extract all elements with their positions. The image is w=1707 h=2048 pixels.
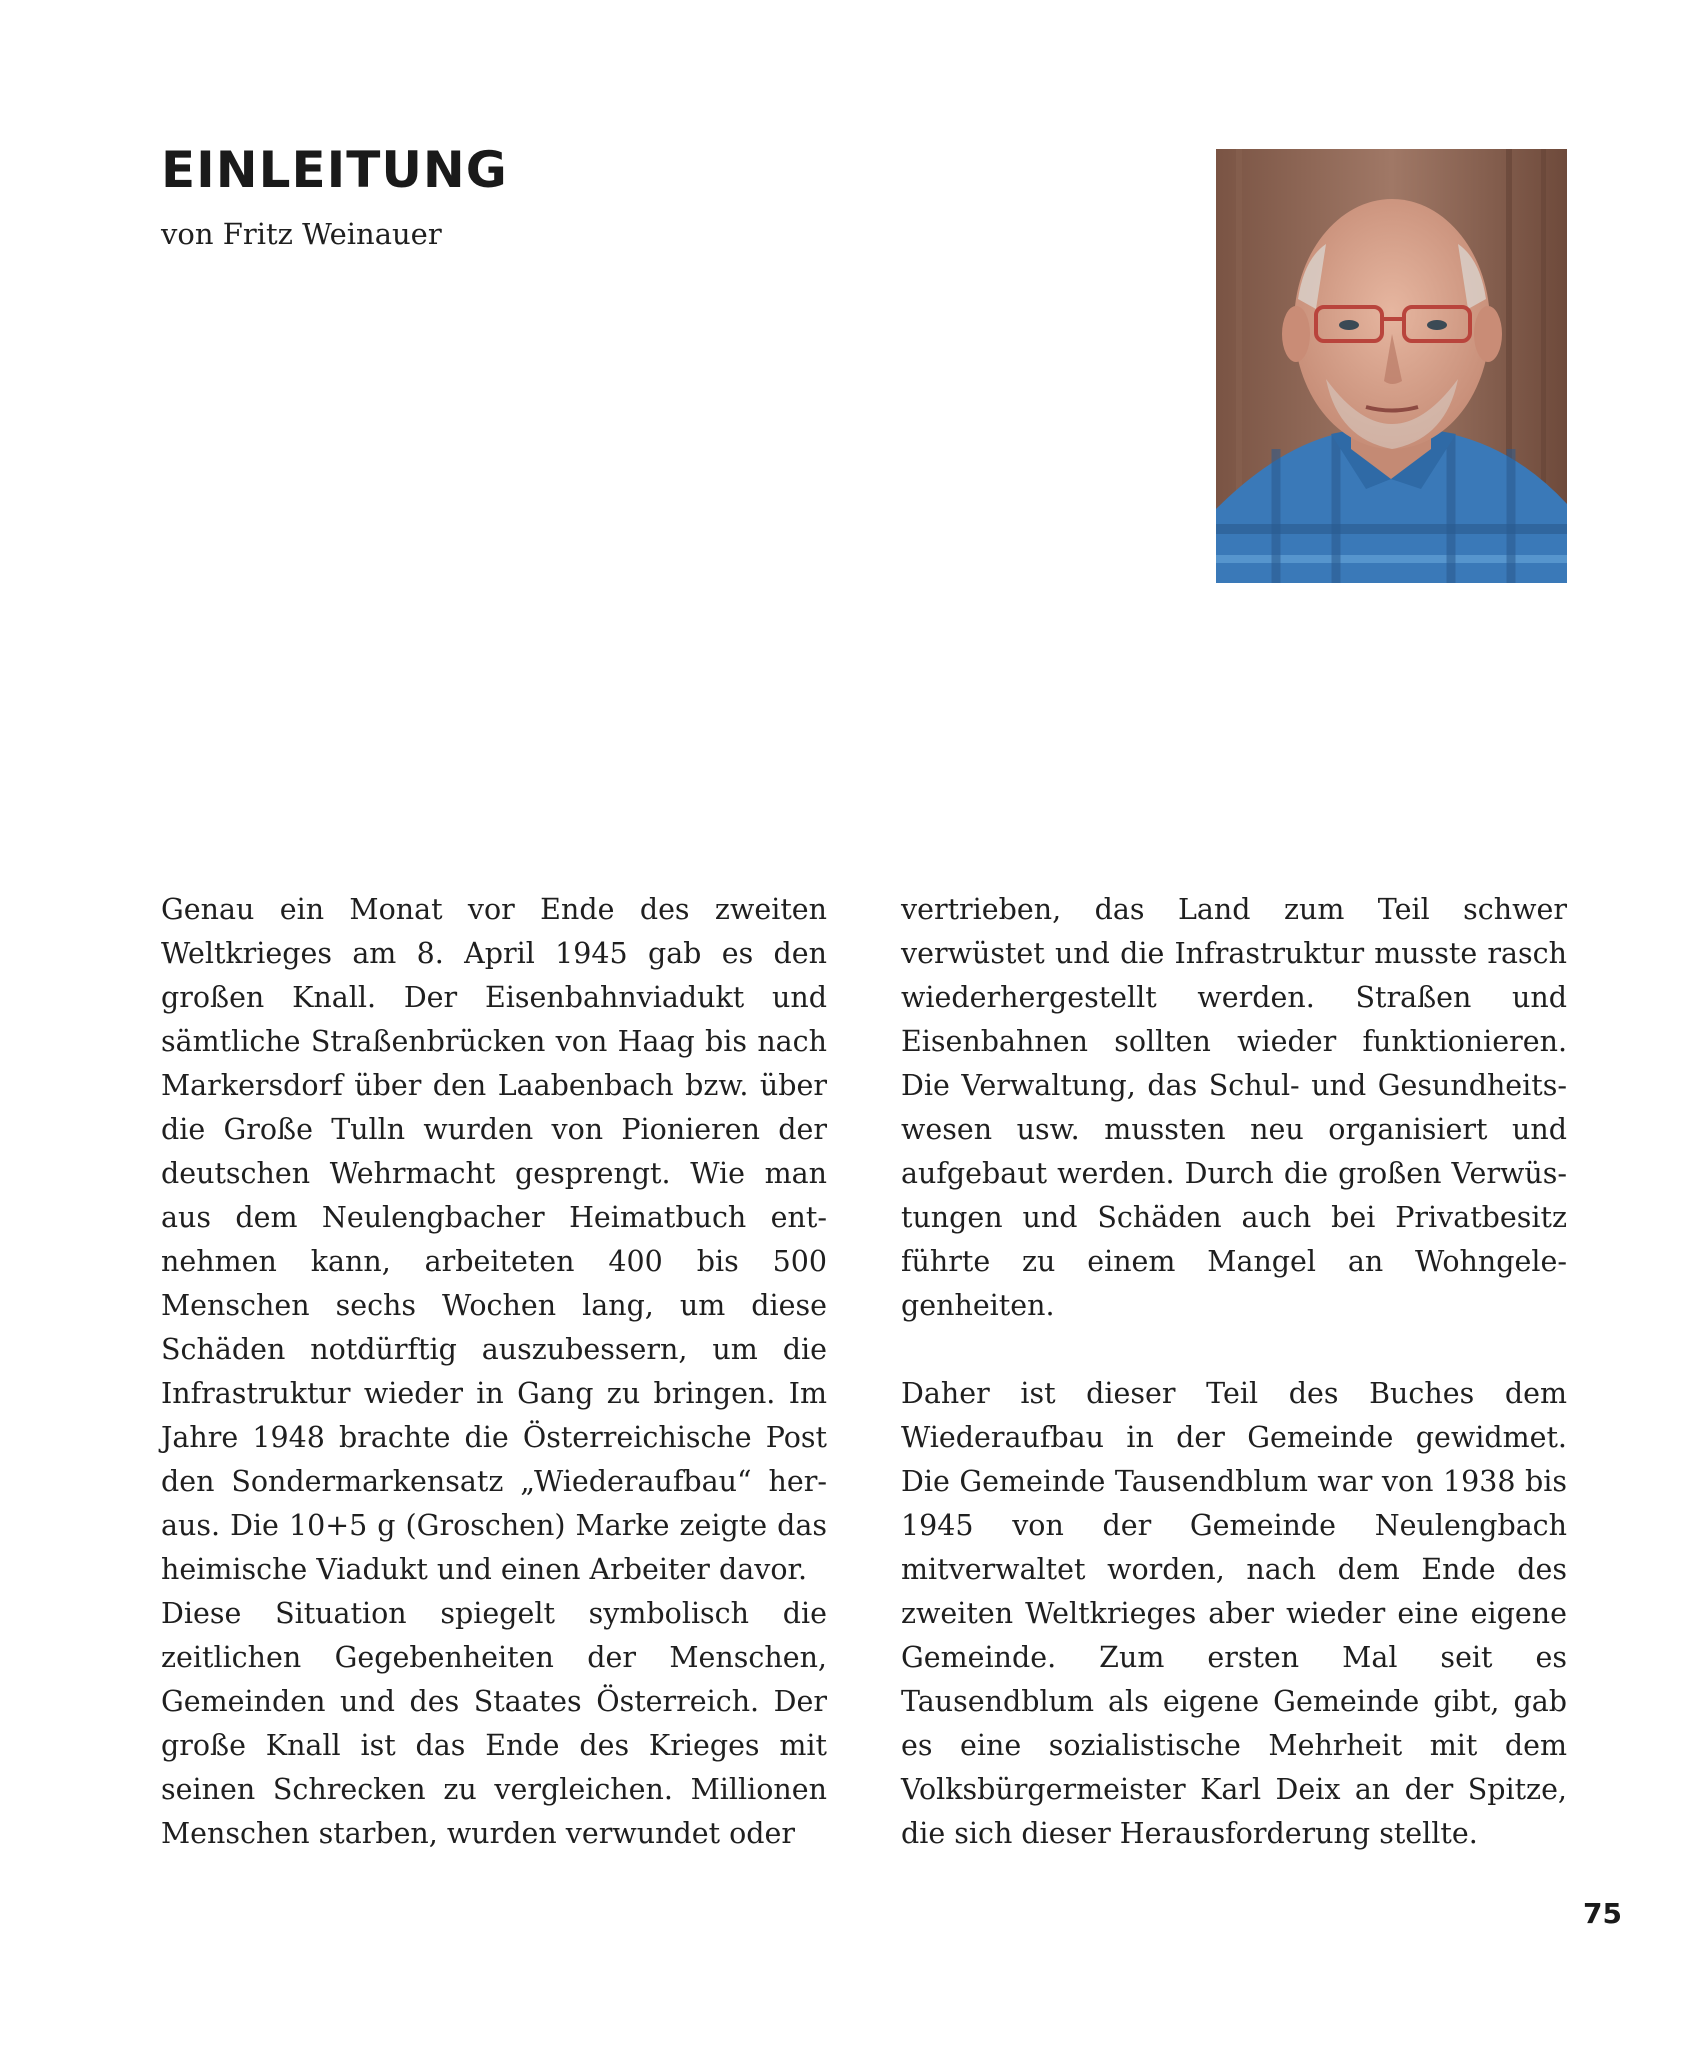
page-number: 75 [1583, 1897, 1622, 1930]
portrait-drawing [1216, 149, 1567, 583]
author-byline: von Fritz Weinauer [161, 217, 442, 251]
text-column-left [161, 888, 827, 1856]
page-title: EINLEITUNG [161, 141, 508, 199]
paragraph: Diese Situation spiegelt symbolisch die zeitlichen Gegebenheiten der Menschen, Gemeinden und des Staates Österreich. Der große Knall ist das Ende des Krieges mit seinen Schrecken zu vergleichen. Millionen Menschen starben, wurden verwundet oder [161, 1597, 827, 1850]
text-column-right [901, 888, 1567, 1856]
portrait-photo-icon [1216, 149, 1567, 583]
paragraph: Genau ein Monat vor Ende des zweiten Weltkrieges am 8. April 1945 gab es den großen Knall. Der Eisenbahnviadukt und sämtliche Straßenbrücken von Haag bis nach Markersdorf über den Laabenbach bzw. über die Große Tulln wurden von Pionieren der deutschen Wehrmacht gesprengt. Wie man aus dem Neulengbacher Heimatbuch entnehmen kann, arbeiteten 400 bis 500 Menschen sechs Wochen lang, um diese Schäden notdürftig auszubessern, um die Infrastruktur wieder in Gang zu bringen. Im Jahre 1948 brachte die Österreichische Post den Sondermarkensatz „Wiederaufbau“ heraus. Die 10+5 g (Groschen) Marke zeigte das heimische Viadukt und einen Arbeiter davor. [161, 893, 827, 1586]
paragraph: Daher ist dieser Teil des Buches dem Wiederaufbau in der Gemeinde gewidmet. Die Gemeinde Tausendblum war von 1938 bis 1945 von der Gemeinde Neulengbach mitverwaltet worden, nach dem Ende des zweiten Weltkrieges aber wieder eine eigene Gemeinde. Zum ersten Mal seit es Tausendblum als eigene Gemeinde gibt, gab es eine sozialistische Mehrheit mit dem Volksbürgermeister Karl Deix an der Spitze, die sich dieser Herausforderung stellte. [901, 1377, 1567, 1850]
paragraph: vertrieben, das Land zum Teil schwer verwüstet und die Infrastruktur musste rasch wiederhergestellt werden. Straßen und Eisenbahnen sollten wieder funktionieren. Die Verwaltung, das Schul- und Gesundheitswesen usw. mussten neu organisiert und aufgebaut werden. Durch die großen Verwüstungen und Schäden auch bei Privatbesitz führte zu einem Mangel an Wohngelegenheiten. [901, 893, 1567, 1322]
